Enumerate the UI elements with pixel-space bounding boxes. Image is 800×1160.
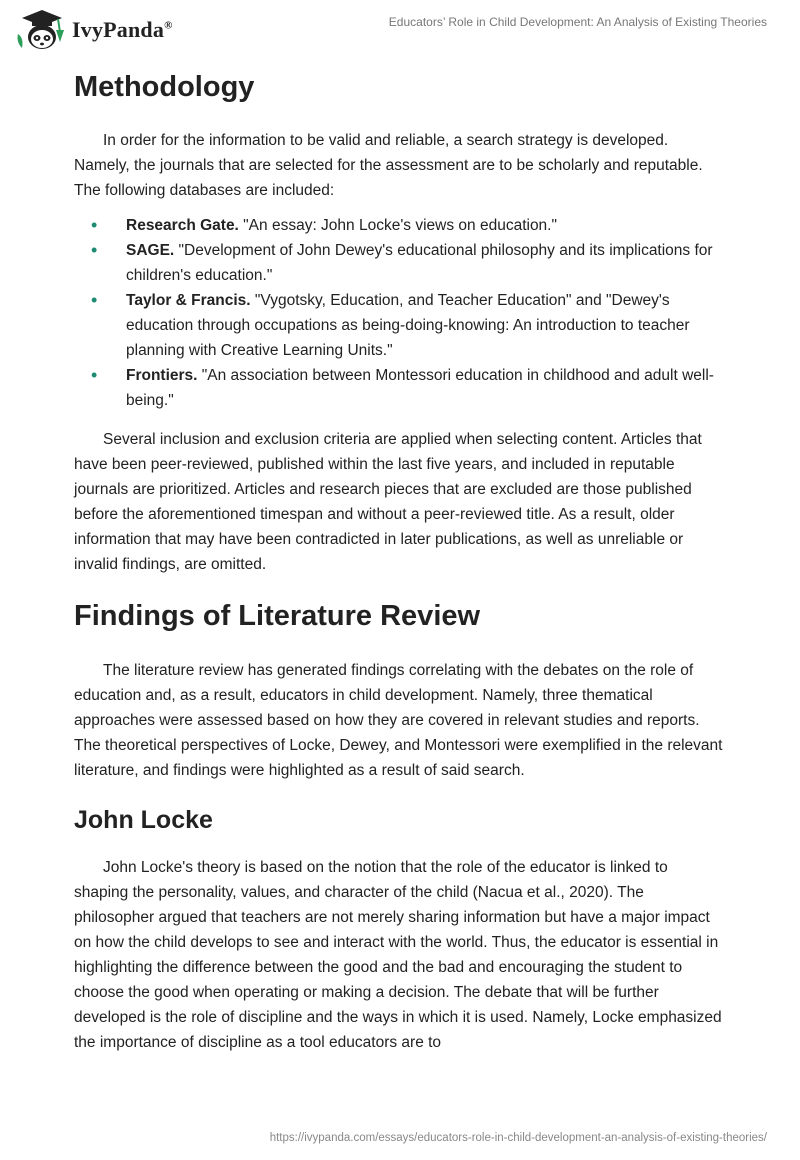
bullet-icon: • (91, 364, 98, 385)
list-item: • Frontiers. "An association between Montessori education in childhood and adult well-being." (91, 364, 714, 409)
list-item: • Taylor & Francis. "Vygotsky, Education, and Teacher Education" and "Dewey's education through occupations as being-doing-knowing: An introduction to teacher planning with Creative Learning Units." (91, 289, 690, 359)
panda-graduate-icon (14, 8, 70, 52)
criteria-paragraph: Several inclusion and exclusion criteria are applied when selecting content. Articles that have been peer-reviewed, published within the last five years, and included in reputable journals are prioritized. Articles and research pieces that are excluded are those published before the aforementioned timespan and without a peer-reviewed title. As a result, older information that may have been contradicted in later publications, as well as unreliable or invalid findings, are omitted. (74, 430, 702, 573)
source-url[interactable]: https://ivypanda.com/essays/educators-role-in-child-development-an-analysis-of-existing-theories/ (269, 1132, 767, 1144)
list-item: • SAGE. "Development of John Dewey's educational philosophy and its implications for children's education." (91, 239, 713, 284)
findings-heading: Findings of Literature Review (74, 599, 481, 632)
methodology-intro: In order for the information to be valid and reliable, a search strategy is developed. Namely, the journals that are selected for the assessment are to be scholarly and reputable. The following databases are included: (74, 131, 703, 199)
locke-heading: John Locke (74, 805, 213, 834)
list-item: • Research Gate. "An essay: John Locke's views on education." (74, 213, 724, 238)
logo-text: IvyPanda® (72, 17, 173, 42)
bullet-icon: • (91, 239, 98, 260)
ivypanda-logo[interactable] (14, 8, 173, 52)
findings-paragraph: The literature review has generated findings correlating with the debates on the role of education and, as a result, educators in child development. Namely, three thematical approaches were assessed based on how they are covered in relevant studies and reports. The theoretical perspectives of Locke, Dewey, and Montessori were exemplified in the relevant literature, and findings were highlighted as a result of said search. (74, 661, 723, 779)
locke-paragraph: John Locke's theory is based on the notion that the role of the educator is linked to shaping the personality, values, and character of the child (Nacua et al., 2020). The philosopher argued that teachers are not merely sharing information but have a major impact on how the child develops to see and interact with the world. Thus, the educator is essential in highlighting the difference between the good and the bad and encouraging the student to choose the good when operating or making a decision. The debate that will be further developed is the role of discipline and the ways in which it is used. Namely, Locke emphasized the importance of discipline as a tool educators are to (74, 858, 722, 1051)
article-content (74, 70, 724, 1055)
database-list (74, 213, 724, 413)
methodology-heading: Methodology (74, 71, 255, 103)
page-header (0, 0, 800, 60)
running-title: Educators’ Role in Child Development: An Analysis of Existing Theories (388, 15, 767, 29)
bullet-icon: • (91, 214, 98, 235)
bullet-icon: • (91, 289, 98, 310)
